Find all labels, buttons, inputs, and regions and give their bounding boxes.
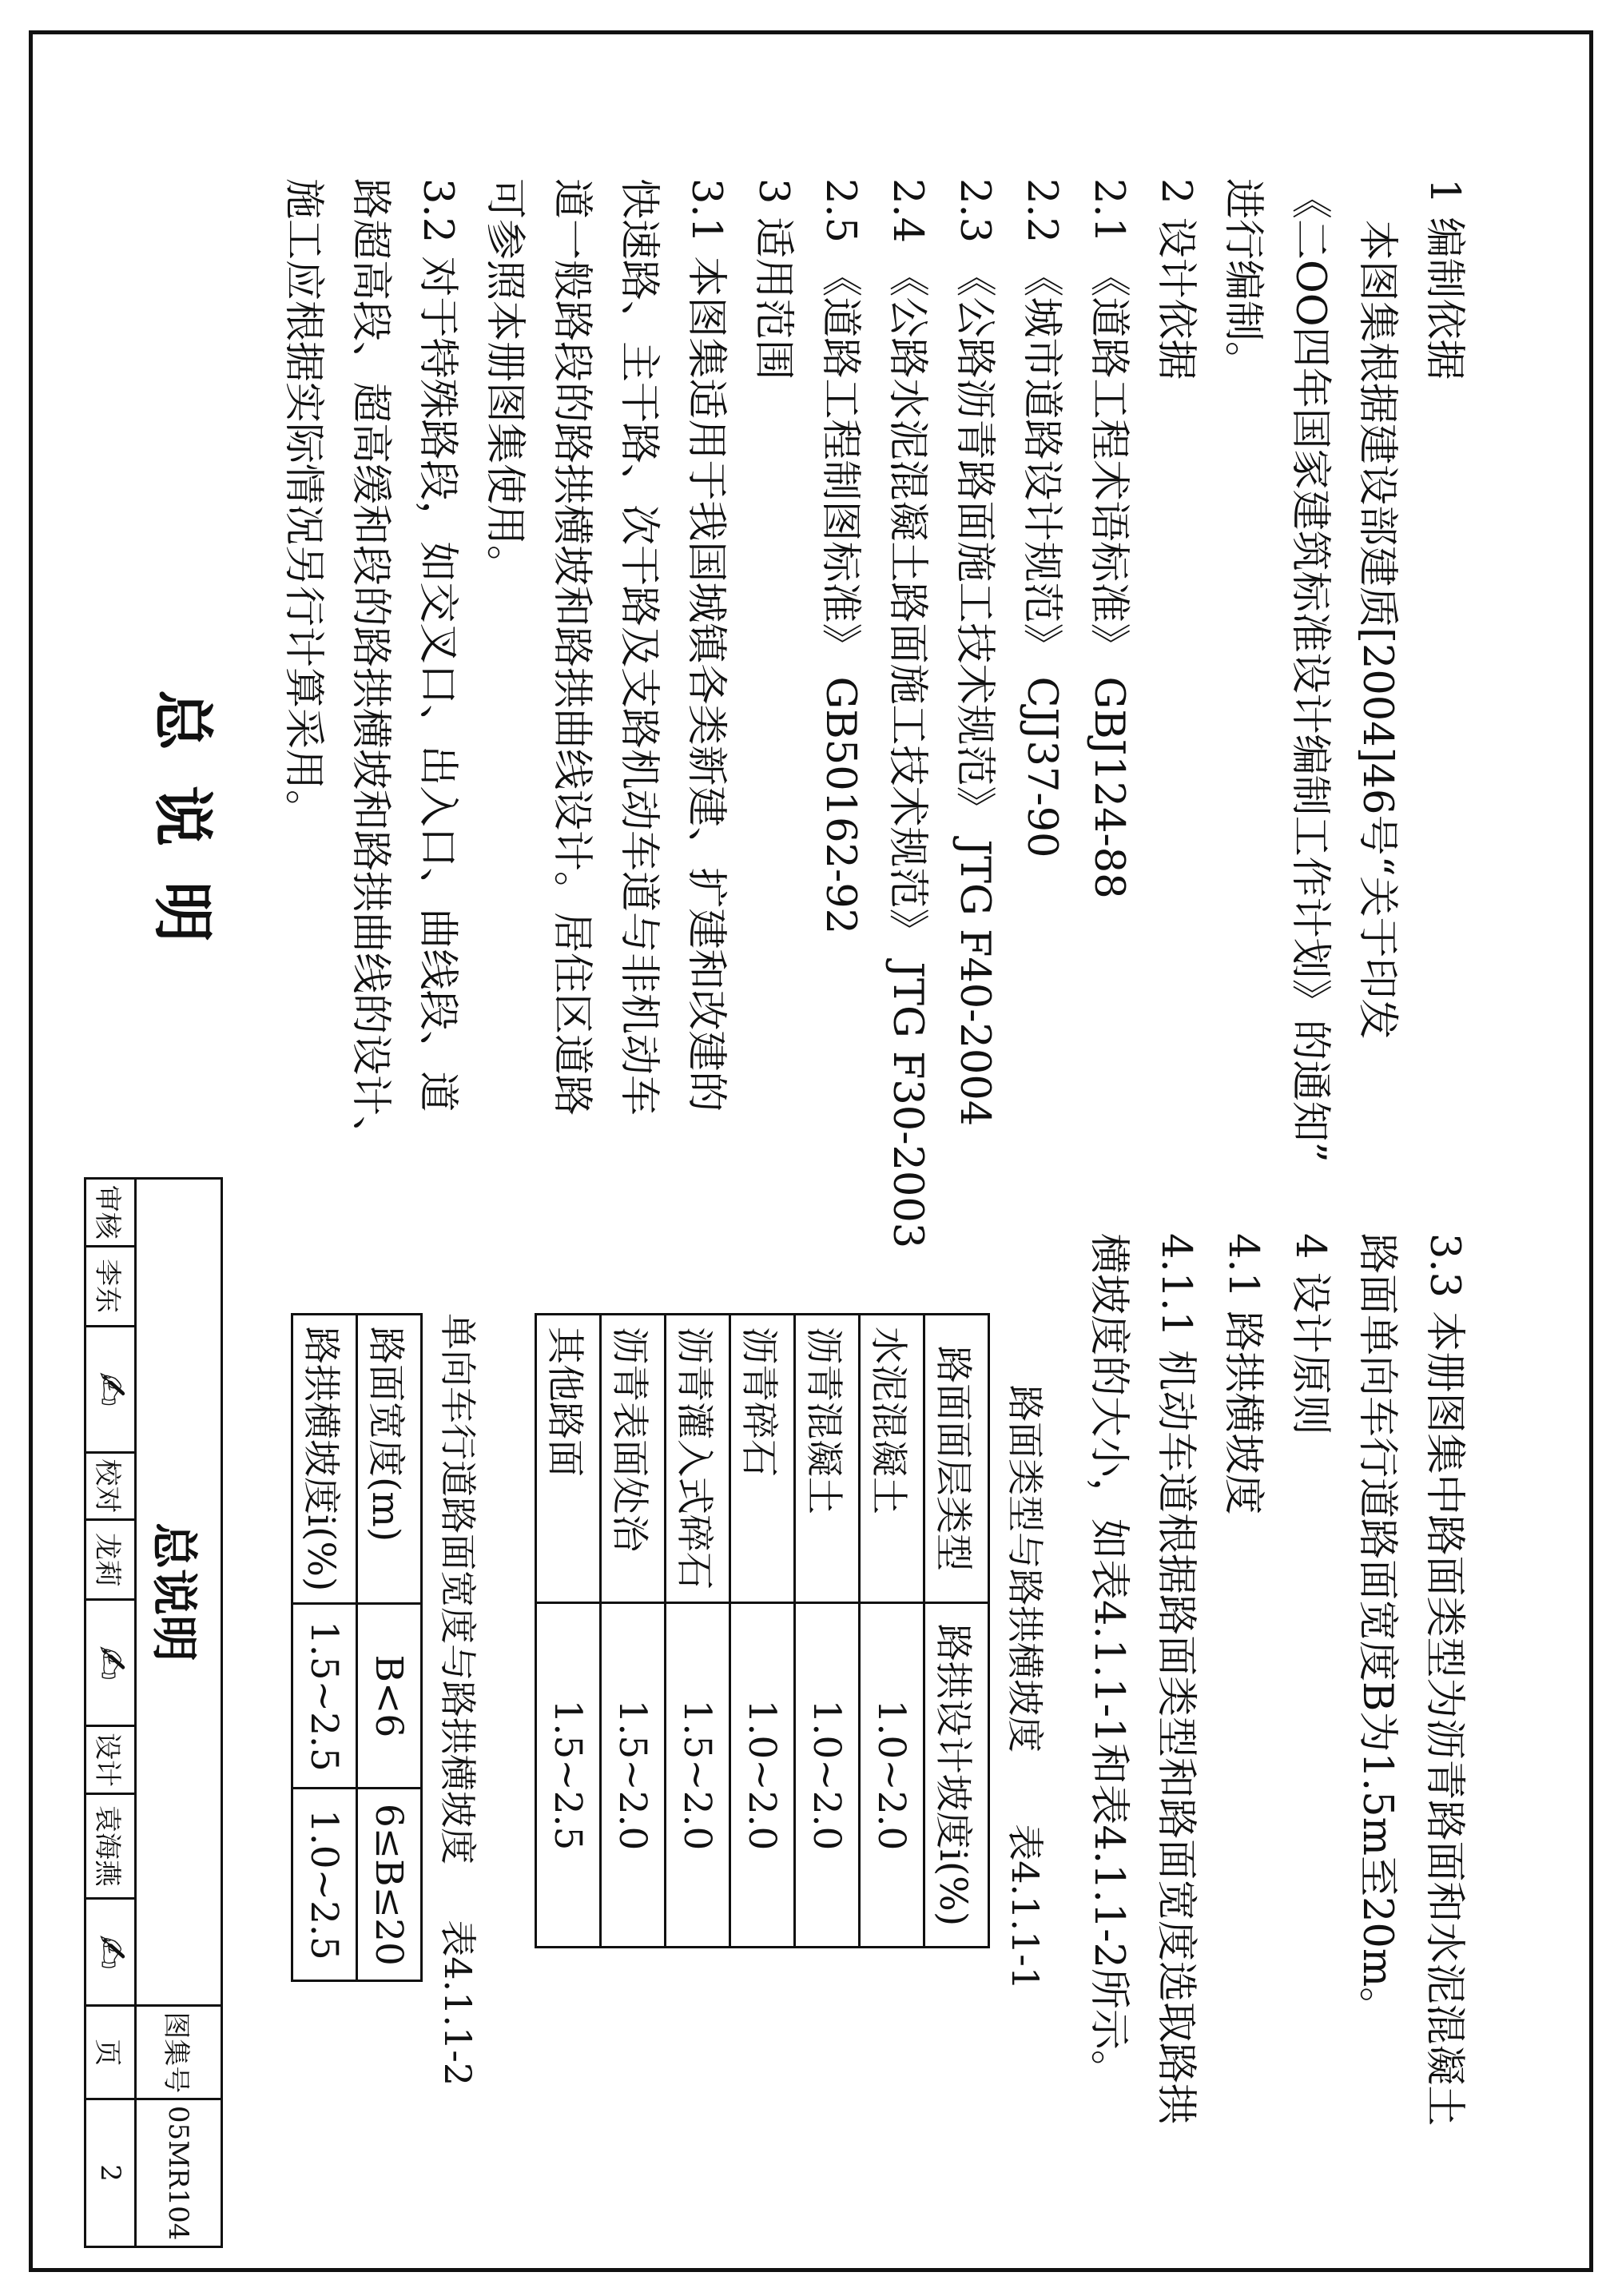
table-row xyxy=(292,1315,357,1981)
table-row xyxy=(666,1315,730,1948)
table-row xyxy=(730,1315,795,1948)
atlas-number: 05MR104 xyxy=(136,2099,222,2247)
table1-caption xyxy=(1001,1385,1054,1990)
table-cell: 沥青灌入式碎石 xyxy=(666,1315,730,1603)
review-label: 审核 xyxy=(85,1179,136,1247)
table-header: 路面宽度(m) xyxy=(357,1315,422,1604)
text-line: 《二OO四年国家建筑标准设计编制工作计划》的通知” xyxy=(1286,178,1334,1163)
atlas-label: 图集号 xyxy=(136,2006,222,2099)
text-line: 2.4 《公路水泥混凝土路面施工技术规范》 JTG F30-2003 xyxy=(884,178,931,1249)
text-line: 4 设计原则 xyxy=(1286,1233,1334,1435)
title-block-row xyxy=(136,1179,222,2247)
text-line: 3 适用范围 xyxy=(749,178,797,380)
title-block xyxy=(84,1177,223,2248)
text-line: 4.1 路拱横坡度 xyxy=(1219,1233,1266,1515)
text-line: 1 编制依据 xyxy=(1421,178,1468,380)
text-line: 可参照本册图集使用。 xyxy=(481,178,528,587)
left-column xyxy=(269,178,1477,1248)
table-cell: 1.0~2.0 xyxy=(795,1603,860,1948)
table-row xyxy=(924,1315,989,1948)
design-label: 设计 xyxy=(85,1726,136,1794)
table-cell: 1.0~2.0 xyxy=(860,1603,924,1948)
text-line: 施工应根据实际情况另行计算采用。 xyxy=(280,178,327,831)
check-label: 校对 xyxy=(85,1452,136,1520)
table-row xyxy=(601,1315,666,1948)
table-cell: 1.0~2.5 xyxy=(292,1789,357,1981)
drawing-frame xyxy=(29,30,1593,2272)
table2-number: 表4.1.1-2 xyxy=(436,1920,479,2087)
table-cell: 1.5~2.0 xyxy=(666,1603,730,1948)
reviewer-name: 李东 xyxy=(85,1246,136,1326)
table-header: 路拱设计坡度i(%) xyxy=(924,1603,989,1948)
table-header: 路面面层类型 xyxy=(924,1315,989,1603)
text-line: 4.1.1 机动车道根据路面类型和路面宽度选取路拱 xyxy=(1152,1233,1199,2124)
table-cell: 水泥混凝土 xyxy=(860,1315,924,1603)
text-line: 路超高段、超高缓和段的路拱横坡和路拱曲线的设计、 xyxy=(347,178,394,1157)
text-line: 2.5 《道路工程制图标准》 GB50162-92 xyxy=(817,178,864,935)
table-cell: 沥青表面处治 xyxy=(601,1315,666,1603)
text-line: 路面单向车行道路面宽度B为1.5m至20m。 xyxy=(1354,1233,1401,2028)
text-line: 快速路、主干路、次干路及支路机动车道与非机动车 xyxy=(615,178,662,1116)
table-row xyxy=(795,1315,860,1948)
table-cell: 其他路面 xyxy=(536,1315,601,1603)
table2-title: 单向车行道路面宽度与路拱横坡度 xyxy=(436,1313,479,1864)
table1-title: 路面类型与路拱横坡度 xyxy=(1004,1385,1047,1753)
designer-signature: ✍ xyxy=(85,1898,136,2005)
title-block-row xyxy=(85,1179,136,2247)
text-line: 2 设计依据 xyxy=(1152,178,1199,380)
table1-number: 表4.1.1-1 xyxy=(1004,1824,1047,1991)
table-cell: 沥青碎石 xyxy=(730,1315,795,1603)
text-line: 进行编制。 xyxy=(1219,178,1266,383)
page-number: 2 xyxy=(85,2099,136,2247)
table-row xyxy=(357,1315,422,1981)
text-line: 道一般路段的路拱横坡和路拱曲线设计。居住区道路 xyxy=(548,178,595,1116)
table-cell: 1.5~2.0 xyxy=(601,1603,666,1948)
table-cell: 沥青混凝土 xyxy=(795,1315,860,1603)
table-row xyxy=(860,1315,924,1948)
title-block-title: 总说明 xyxy=(136,1179,222,2006)
reviewer-signature: ✍ xyxy=(85,1326,136,1452)
checker-name: 龙莉 xyxy=(85,1520,136,1600)
table1 xyxy=(535,1313,990,1948)
table-row xyxy=(536,1315,601,1948)
text-line: 本图集根据建设部建质[2004]46号“关于印发 xyxy=(1354,220,1401,1040)
page-label: 页 xyxy=(85,2006,136,2099)
text-line: 横坡度的大小，如表4.1.1-1和表4.1.1-2所示。 xyxy=(1085,1233,1132,2091)
table-cell: 1.0~2.0 xyxy=(730,1603,795,1948)
checker-signature: ✍ xyxy=(85,1600,136,1726)
page-title: 总说明 xyxy=(147,690,218,977)
table-header: 路拱横坡度i(%) xyxy=(292,1315,357,1604)
text-line: 2.2 《城市道路设计规范》 CJJ37-90 xyxy=(1018,178,1065,858)
text-line: 2.1 《道路工程术语标准》 GBJ124-88 xyxy=(1085,178,1132,899)
table2-caption xyxy=(434,1313,487,2086)
table-cell: 6≤B≤20 xyxy=(357,1789,422,1981)
text-line: 3.3 本册图集中路面类型为沥青路面和水泥混凝土 xyxy=(1421,1233,1468,2127)
right-column xyxy=(1075,1233,1477,2126)
table-cell: B<6 xyxy=(357,1604,422,1789)
text-line: 3.2 对于特殊路段，如交叉口、出入口、曲线段、道 xyxy=(414,178,461,1112)
table2 xyxy=(291,1313,423,1982)
table-cell: 1.5~2.5 xyxy=(292,1604,357,1789)
text-line: 3.1 本图集适用于我国城镇各类新建、扩建和改建的 xyxy=(682,178,729,1112)
text-line: 2.3 《公路沥青路面施工技术规范》 JTG F40-2004 xyxy=(951,178,998,1127)
table-cell: 1.5~2.5 xyxy=(536,1603,601,1948)
designer-name: 袁海燕 xyxy=(85,1793,136,1898)
rotated-page xyxy=(33,34,1597,2276)
